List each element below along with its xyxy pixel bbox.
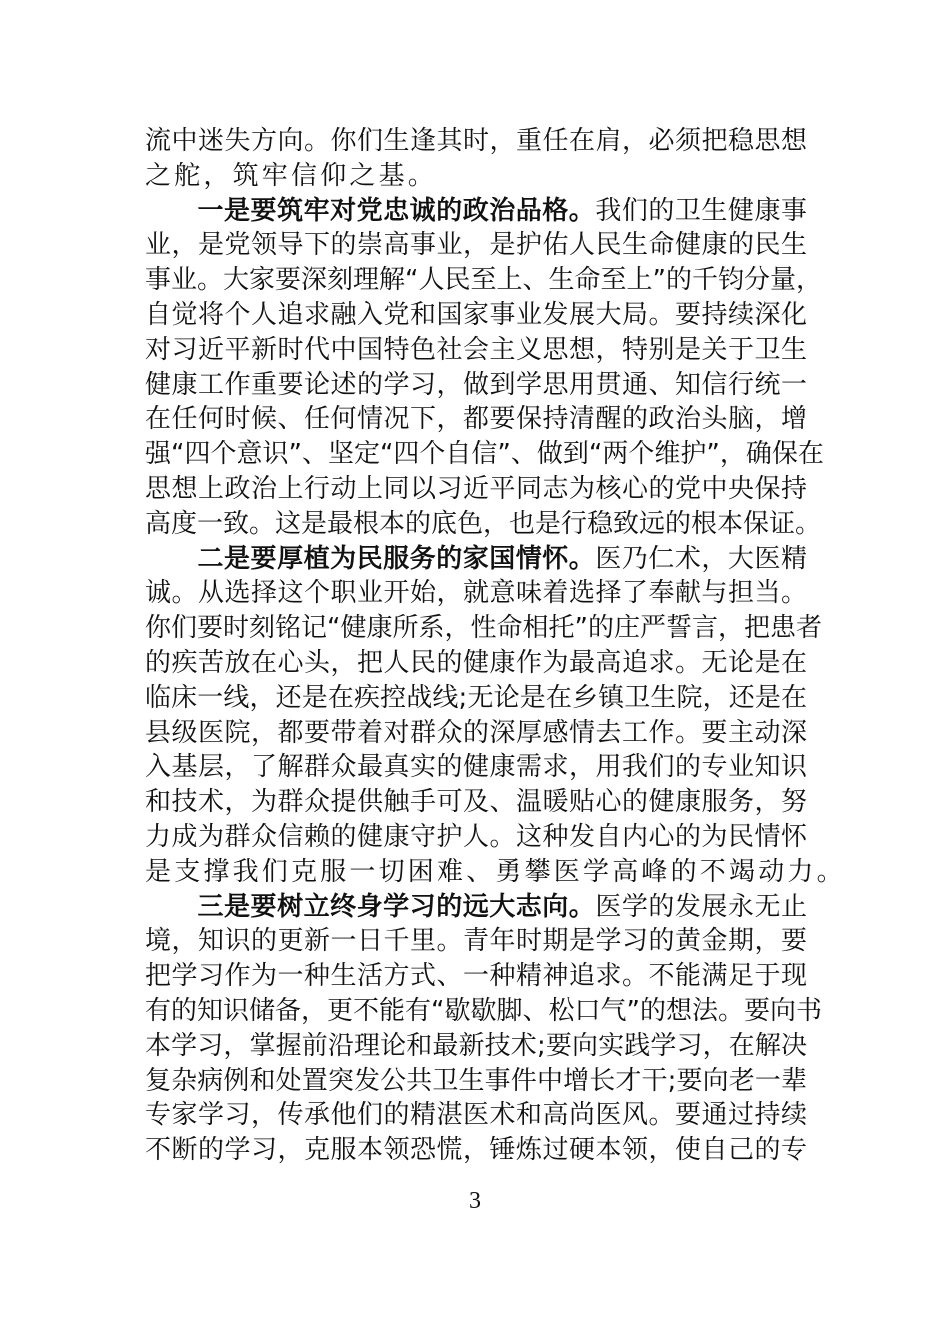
text-line xyxy=(145,855,846,890)
text-line xyxy=(145,333,807,368)
text-line xyxy=(145,785,807,820)
text-line xyxy=(145,959,807,994)
line-text: 复杂病例和处置突发公共卫生事件中增长才干;要向老一辈 xyxy=(145,1065,807,1096)
paragraph-heading-line xyxy=(145,542,807,577)
text-line xyxy=(145,368,807,403)
line-text: 本学习，掌握前沿理论和最新技术;要向实践学习，在解决 xyxy=(145,1030,807,1061)
text-line xyxy=(145,576,807,611)
text-line xyxy=(145,1098,807,1133)
line-text: 你们要时刻铭记“健康所系，性命相托”的庄严誓言，把患者 xyxy=(145,613,822,644)
text-line xyxy=(145,437,824,472)
text-line xyxy=(145,298,807,333)
line-text: 在任何时候、任何情况下，都要保持清醒的政治头脑，增 xyxy=(145,404,807,435)
text-line xyxy=(145,646,807,681)
line-text: 力成为群众信赖的健康守护人。这种发自内心的为民情怀 xyxy=(145,821,807,852)
line-text: 有的知识储备，更不能有“歇歇脚、松口气”的想法。要向书 xyxy=(145,995,822,1026)
text-line xyxy=(145,402,807,437)
text-line xyxy=(145,716,807,751)
line-text: 专家学习，传承他们的精湛医术和高尚医风。要通过持续 xyxy=(145,1100,807,1131)
line-text: 诚。从选择这个职业开始，就意味着选择了奉献与担当。 xyxy=(145,578,807,609)
text-line xyxy=(145,820,807,855)
line-text: 入基层，了解群众最真实的健康需求，用我们的专业知识 xyxy=(145,752,807,783)
text-line xyxy=(145,1029,807,1064)
text-line xyxy=(145,472,807,507)
line-text: 对习近平新时代中国特色社会主义思想，特别是关于卫生 xyxy=(145,334,807,365)
section-heading: 一是要筑牢对党忠诚的政治品格。 xyxy=(197,195,596,226)
line-text: 临床一线，还是在疾控战线;无论是在乡镇卫生院，还是在 xyxy=(145,682,807,713)
line-text: 之舵，筑牢信仰之基。 xyxy=(145,160,438,191)
text-line xyxy=(145,994,822,1029)
line-text: 不断的学习，克服本领恐慌，锤炼过硬本领，使自己的专 xyxy=(145,1135,807,1166)
body-text xyxy=(145,124,846,1168)
line-text: 是支撑我们克服一切困难、勇攀医学高峰的不竭动力。 xyxy=(145,856,846,887)
line-text: 医学的发展永无止 xyxy=(595,891,807,922)
line-text: 的疾苦放在心头，把人民的健康作为最高追求。无论是在 xyxy=(145,647,807,678)
paragraph-heading-line xyxy=(145,890,807,925)
paragraph-heading-line xyxy=(145,194,807,229)
text-line xyxy=(145,124,807,159)
line-text: 把学习作为一种生活方式、一种精神追求。不能满足于现 xyxy=(145,961,807,992)
section-heading: 三是要树立终身学习的远大志向。 xyxy=(197,891,596,922)
text-line xyxy=(145,263,822,298)
line-text: 流中迷失方向。你们生逢其时，重任在肩，必须把稳思想 xyxy=(145,126,807,156)
line-text: 医乃仁术，大医精 xyxy=(595,543,807,574)
line-text: 业，是党领导下的崇高事业，是护佑人民生命健康的民生 xyxy=(145,230,807,261)
text-line xyxy=(145,228,807,263)
text-line xyxy=(145,611,822,646)
line-text: 和技术，为群众提供触手可及、温暖贴心的健康服务，努 xyxy=(145,787,807,818)
text-line xyxy=(145,507,822,542)
text-line xyxy=(145,750,807,785)
line-text: 强“四个意识”、坚定“四个自信”、做到“两个维护”，确保在 xyxy=(145,439,824,470)
line-text: 思想上政治上行动上同以习近平同志为核心的党中央保持 xyxy=(145,473,807,504)
line-text: 自觉将个人追求融入党和国家事业发展大局。要持续深化 xyxy=(145,299,807,330)
page-number: 3 xyxy=(469,1188,481,1214)
line-text: 县级医院，都要带着对群众的深厚感情去工作。要主动深 xyxy=(145,717,807,748)
text-line xyxy=(145,1133,807,1168)
line-text: 境，知识的更新一日千里。青年时期是学习的黄金期，要 xyxy=(145,926,807,957)
section-heading: 二是要厚植为民服务的家国情怀。 xyxy=(197,543,596,574)
text-line xyxy=(145,1064,807,1099)
text-line xyxy=(145,159,807,194)
line-text: 我们的卫生健康事 xyxy=(595,195,807,226)
line-text: 健康工作重要论述的学习，做到学思用贯通、知信行统一 xyxy=(145,369,807,400)
line-text: 高度一致。这是最根本的底色，也是行稳致远的根本保证。 xyxy=(145,508,822,539)
text-line xyxy=(145,681,807,716)
text-line xyxy=(145,924,807,959)
line-text: 事业。大家要深刻理解“人民至上、生命至上”的千钧分量， xyxy=(145,265,822,296)
